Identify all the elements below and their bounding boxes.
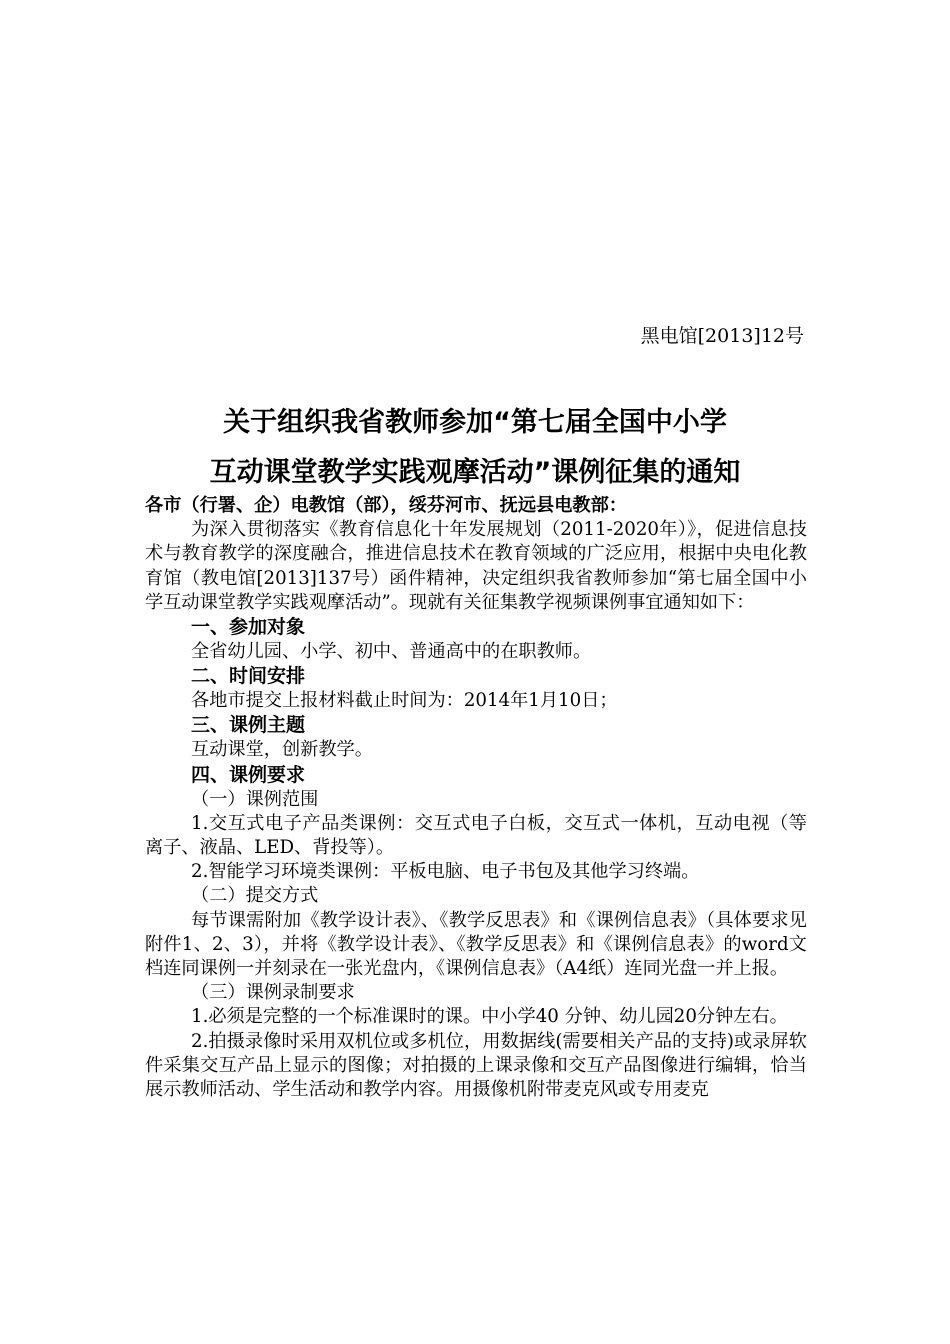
recording-item-2: 2.拍摄录像时采用双机位或多机位，用数据线(需要相关产品的支持)或录屏软件采集交互产品上显示的图像；对拍摄的上课录像和交互产品图像进行编辑，恰当展示教师活动、学生活动和教学内容。用摄像机附带麦克风或专用麦克: [145, 1030, 807, 1101]
scope-item-1: 1.交互式电子产品类课例：交互式电子白板，交互式一体机，互动电视（等离子、液晶、LED、背投等）。: [145, 812, 807, 859]
submission-text: 每节课需附加《教学设计表》、《教学反思表》和《课例信息表》（具体要求见附件1、2、3），并将《教学设计表》、《教学反思表》和《课例信息表》的word文档连同课例一并刻录在一张光盘内，《课例信息表》（A4纸）连同光盘一并上报。: [145, 909, 807, 980]
scope-item-2: 2.智能学习环境类课例：平板电脑、电子书包及其他学习终端。: [191, 861, 700, 883]
subsection-title-recording: （三）课例录制要求: [191, 982, 355, 1004]
subsection-title-scope: （一）课例范围: [191, 788, 319, 810]
salutation: 各市（行署、企）电教馆（部），绥芬河市、抚远县电教部：: [145, 495, 627, 516]
document-title-line-2: 互动课堂教学实践观摩活动”课例征集的通知: [209, 457, 741, 488]
section-heading-theme: 三、课例主题: [191, 714, 306, 737]
document-number: 黑电馆[2013]12号: [640, 325, 804, 347]
recording-item-1: 1.必须是完整的一个标准课时的课。中小学40 分钟、幼儿园20分钟左右。: [191, 1006, 788, 1028]
section-text-schedule: 各地市提交上报材料截止时间为：2014年1月10日；: [191, 690, 618, 712]
intro-paragraph: 为深入贯彻落实《教育信息化十年发展规划（2011-2020年）》，促进信息技术与教育教学的深度融合，推进信息技术在教育领域的广泛应用，根据中央电化教育馆（教电馆[2013]137号）函件精神，决定组织我省教师参加“第七届全国中小学互动课堂教学实践观摩活动”。现就有关征集教学视频课例事宜通知如下：: [145, 519, 807, 613]
section-text-theme: 互动课堂，创新教学。: [191, 739, 373, 761]
section-heading-participants: 一、参加对象: [191, 616, 306, 639]
subsection-title-submission: （二）提交方式: [191, 885, 319, 907]
section-heading-requirements: 四、课例要求: [191, 763, 306, 786]
section-text-participants: 全省幼儿园、小学、初中、普通高中的在职教师。: [191, 641, 592, 663]
document-body: [145, 494, 807, 1102]
section-heading-schedule: 二、时间安排: [191, 665, 306, 688]
document-title-line-1: 关于组织我省教师参加“第七届全国中小学: [223, 407, 727, 438]
